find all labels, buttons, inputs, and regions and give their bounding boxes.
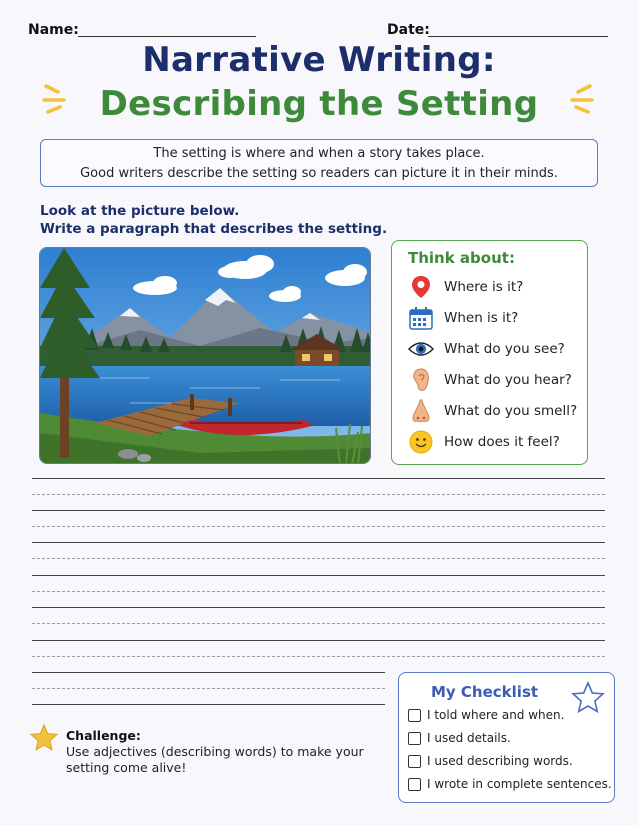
intro-line2: Good writers describe the setting so readers can picture it in their minds. (80, 166, 558, 181)
writing-guide-line (32, 558, 605, 559)
checklist-box (398, 672, 615, 803)
checkbox[interactable] (408, 755, 421, 768)
think-item-label: Where is it? (444, 279, 524, 295)
think-item-when (408, 304, 518, 332)
burst-right-icon (560, 78, 596, 118)
checklist-item[interactable] (408, 731, 511, 745)
think-item-see (408, 335, 565, 363)
writing-guide-line (32, 688, 385, 689)
checkbox[interactable] (408, 709, 421, 722)
calendar-icon (408, 305, 434, 331)
instruction-line2: Write a paragraph that describes the setting. (40, 221, 388, 237)
page-title-line2: Describing the Setting (99, 84, 539, 124)
checklist-item[interactable] (408, 708, 564, 722)
think-item-label: What do you hear? (444, 372, 572, 388)
checklist-item-label: I used describing words. (427, 754, 573, 768)
challenge-title: Challenge: (66, 728, 141, 743)
date-label: Date: (387, 22, 430, 38)
lake-scene-image (39, 247, 371, 464)
think-item-label: What do you smell? (444, 403, 578, 419)
checklist-item[interactable] (408, 777, 612, 791)
checklist-title: My Checklist (431, 683, 539, 701)
star-outline-icon (571, 681, 605, 713)
checklist-item-label: I wrote in complete sentences. (427, 777, 612, 791)
eye-icon (408, 336, 434, 362)
checklist-item-label: I told where and when. (427, 708, 565, 722)
location-pin-icon (408, 274, 434, 300)
writing-line[interactable] (32, 640, 605, 641)
writing-line[interactable] (32, 672, 385, 673)
name-label: Name: (28, 22, 79, 38)
checklist-item[interactable] (408, 754, 573, 768)
writing-line[interactable] (32, 607, 605, 608)
writing-guide-line (32, 526, 605, 527)
intro-box (40, 139, 598, 187)
writing-line[interactable] (32, 704, 385, 705)
name-field[interactable] (78, 36, 256, 37)
checklist-item-label: I used details. (427, 731, 511, 745)
writing-line[interactable] (32, 542, 605, 543)
think-item-feel (408, 428, 560, 456)
think-item-label: How does it feel? (444, 434, 560, 450)
checkbox[interactable] (408, 732, 421, 745)
star-icon (30, 724, 58, 751)
think-item-label: When is it? (444, 310, 519, 326)
writing-line[interactable] (32, 510, 605, 511)
writing-line[interactable] (32, 575, 605, 576)
writing-guide-line (32, 623, 605, 624)
checkbox[interactable] (408, 778, 421, 791)
page-title-line1: Narrative Writing: (142, 40, 496, 80)
writing-guide-line (32, 591, 605, 592)
writing-line[interactable] (32, 478, 605, 479)
intro-line1: The setting is where and when a story takes place. (153, 146, 485, 161)
date-field[interactable] (428, 36, 608, 37)
smiley-face-icon (408, 429, 434, 455)
nose-icon (408, 398, 434, 424)
burst-left-icon (40, 78, 76, 118)
think-item-label: What do you see? (444, 341, 565, 357)
writing-guide-line (32, 494, 605, 495)
think-item-hear (408, 366, 572, 394)
think-item-where (408, 273, 523, 301)
think-item-smell (408, 397, 577, 425)
instruction-line1: Look at the picture below. (40, 203, 240, 219)
writing-guide-line (32, 656, 605, 657)
ear-icon (408, 367, 434, 393)
challenge-text: Use adjectives (describing words) to make your setting come alive! (66, 744, 364, 775)
think-about-box (391, 240, 588, 465)
think-about-title: Think about: (408, 249, 515, 267)
